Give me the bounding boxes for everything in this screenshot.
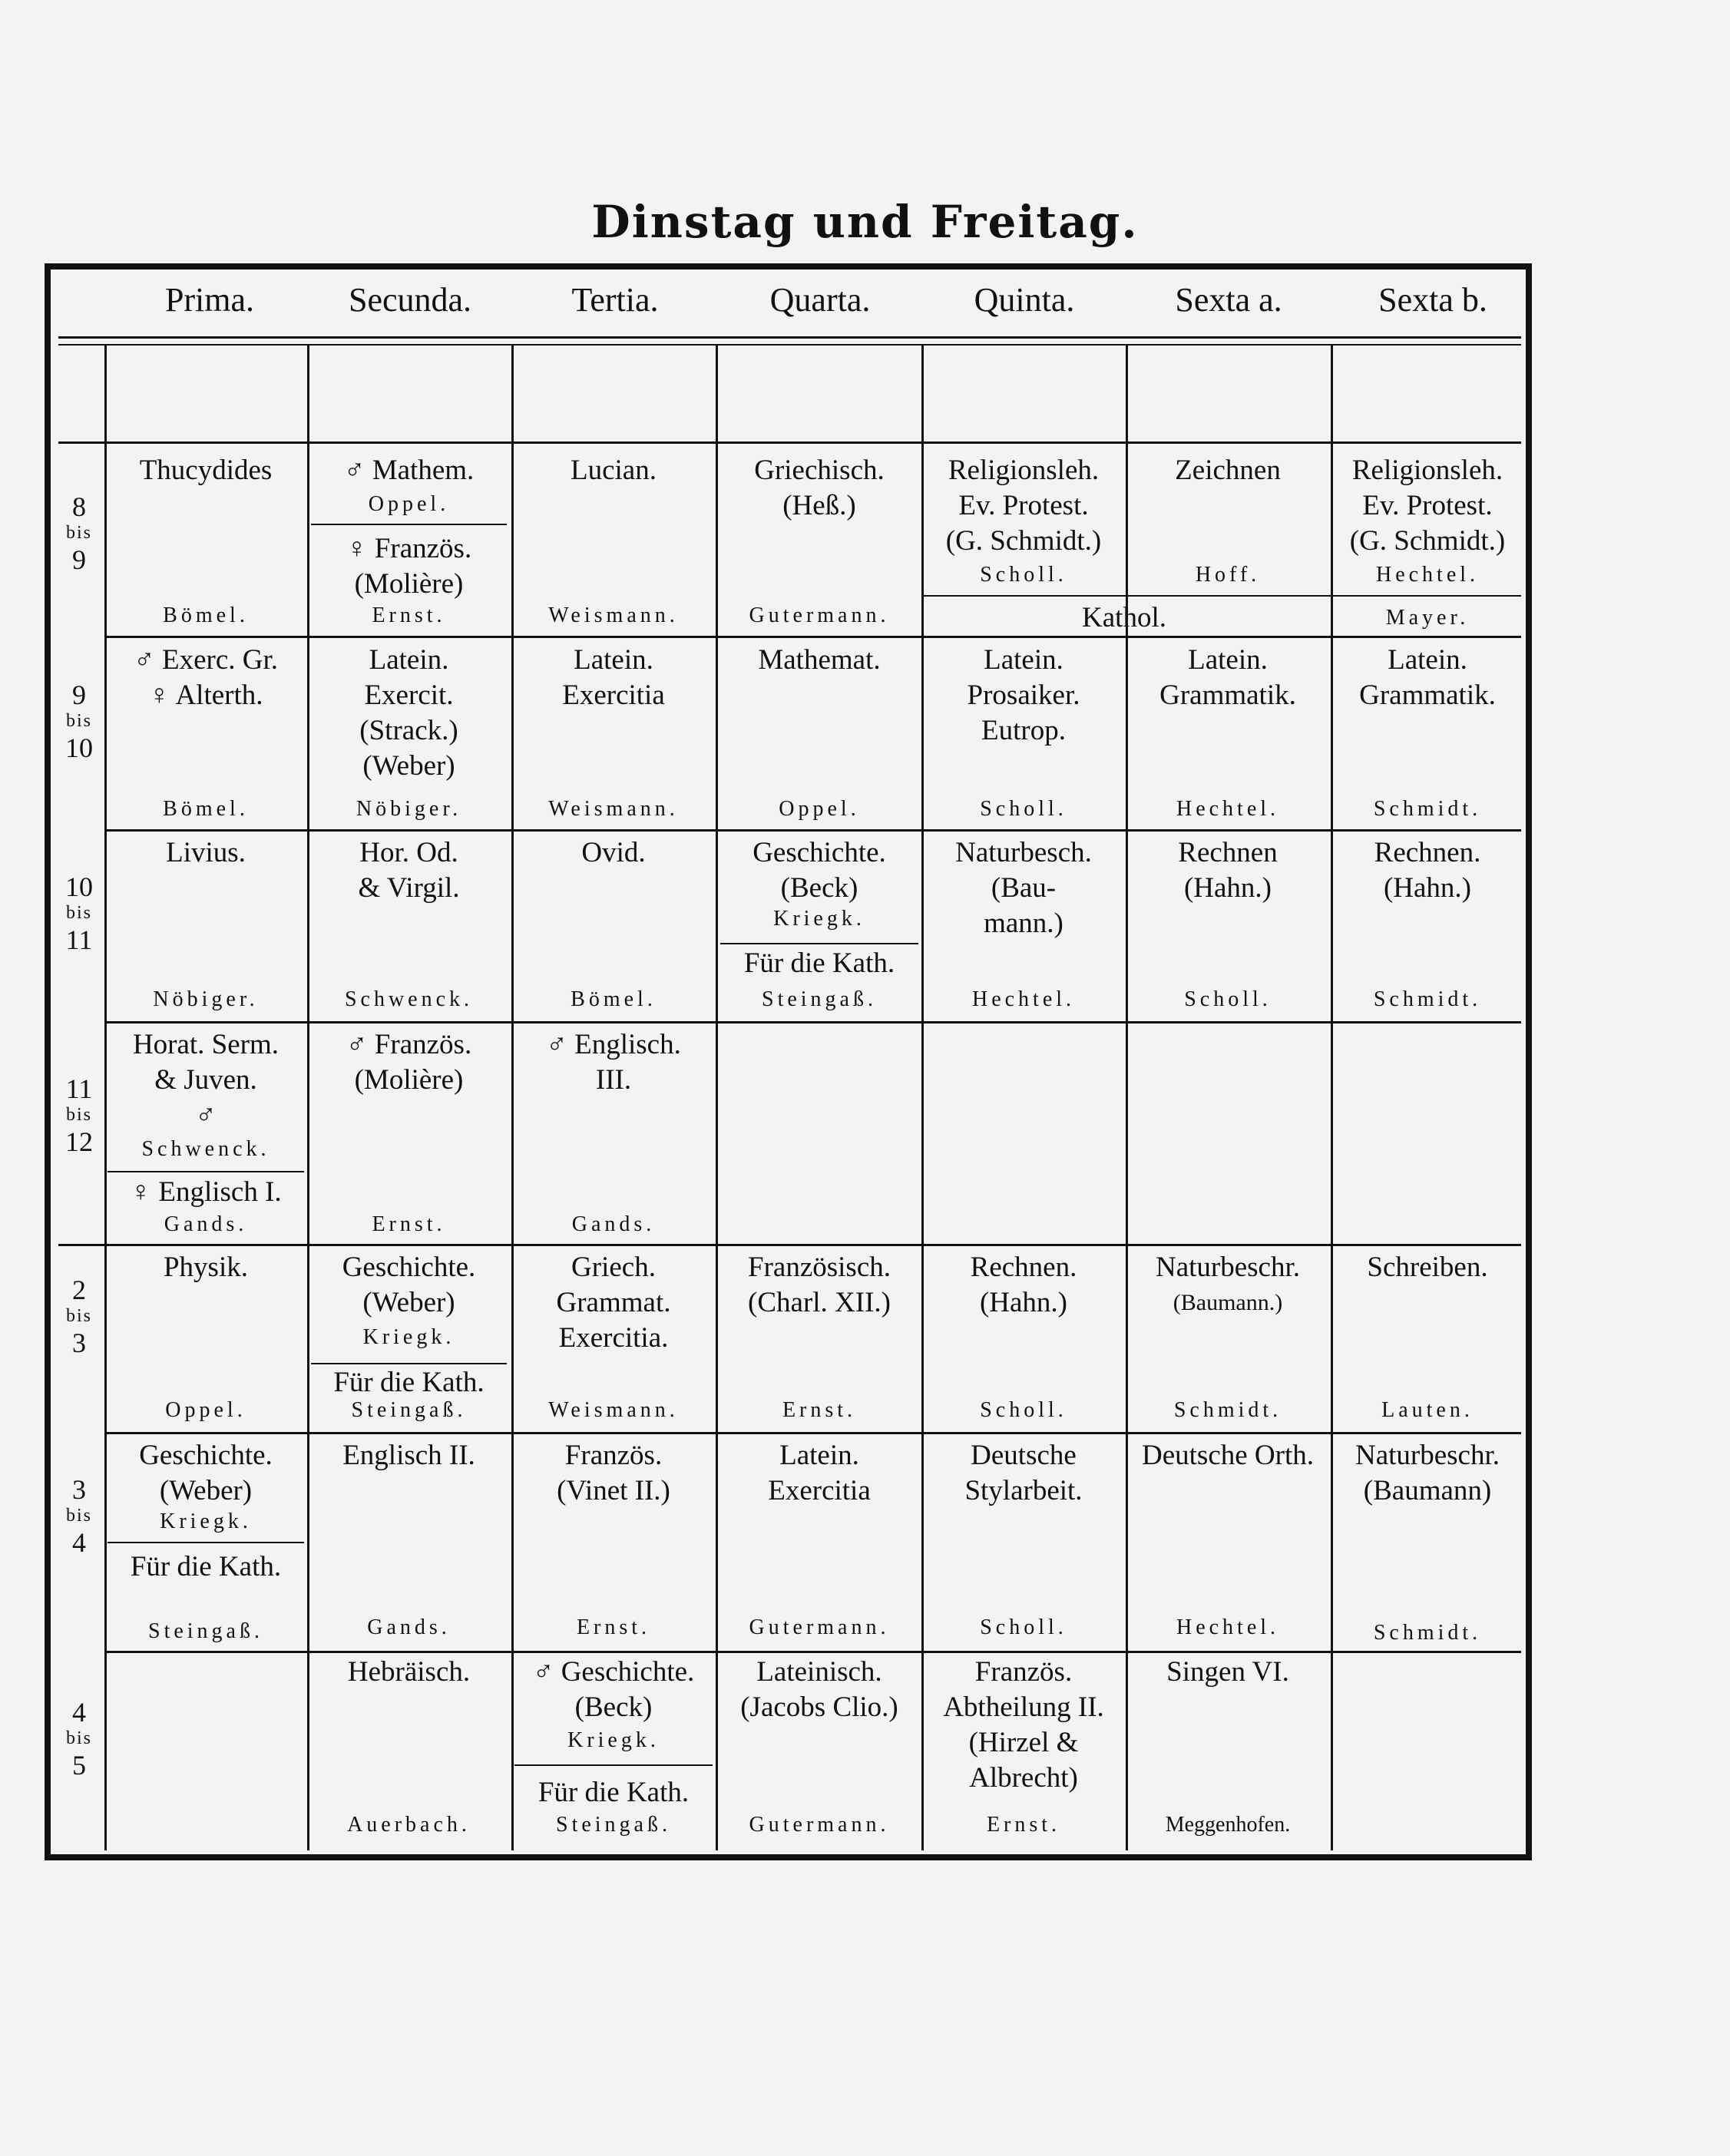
lesson-r7-sexta-a: Singen VI. xyxy=(1166,1656,1289,1688)
teacher-r5-quarta: Ernst. xyxy=(782,1398,857,1422)
teacher-r4-prima-a: Schwenck. xyxy=(141,1137,270,1161)
lesson-r1-kathol: Kathol. xyxy=(1082,602,1166,633)
page-title: Dinstag und Freitag. xyxy=(591,196,1139,248)
teacher-r1-sexta-b: Hechtel. xyxy=(1375,563,1480,587)
lesson-r4-prima-b: ♀ Englisch I. xyxy=(130,1176,282,1208)
lesson-r2-quinta: Latein. Prosaiker. Eutrop. xyxy=(967,644,1080,746)
teacher-r1-prima: Bömel. xyxy=(163,603,249,627)
lesson-r4-tertia: ♂ Englisch. III. xyxy=(546,1029,681,1096)
lesson-r2-prima: ♂ Exerc. Gr. ♀ Alterth. xyxy=(133,644,279,711)
lesson-r2-tertia: Latein. Exercitia xyxy=(562,644,665,711)
lesson-r5-secunda-a: Geschichte. (Weber) xyxy=(342,1252,476,1318)
teacher-r7-tertia-b: Steingaß. xyxy=(556,1813,671,1837)
lesson-r5-prima: Physik. xyxy=(163,1252,248,1283)
lesson-r2-quarta: Mathemat. xyxy=(758,644,881,676)
time-slot-11-12: 11 bis 12 xyxy=(65,1073,93,1157)
teacher-r2-sexta-a: Hechtel. xyxy=(1176,797,1280,821)
teacher-r5-secunda-a: Kriegk. xyxy=(362,1325,455,1349)
lesson-r3-sexta-b: Rechnen. (Hahn.) xyxy=(1374,837,1481,904)
teacher-r6-quarta: Gutermann. xyxy=(749,1615,890,1639)
teacher-r4-prima-b: Gands. xyxy=(164,1212,248,1236)
teacher-r3-prima: Nöbiger. xyxy=(153,987,259,1011)
lesson-r1-secunda-b: ♀ Französ. (Molière) xyxy=(346,533,472,600)
sub-rule xyxy=(720,943,918,944)
header-prima: Prima. xyxy=(164,281,255,319)
time-slot-2-3: 2 bis 3 xyxy=(65,1275,92,1358)
lesson-r1-prima: Thucydides xyxy=(139,455,273,486)
row-rule xyxy=(104,1432,1521,1434)
column-rule xyxy=(921,346,924,1850)
teacher-r2-secunda: Nöbiger. xyxy=(356,797,462,821)
lesson-r2-sexta-a: Latein. Grammatik. xyxy=(1159,644,1296,711)
lesson-r3-prima: Livius. xyxy=(166,837,246,868)
sub-rule xyxy=(311,1363,507,1364)
teacher-r6-sexta-a: Hechtel. xyxy=(1176,1615,1280,1639)
lesson-r7-tertia-a: ♂ Geschichte. (Beck) xyxy=(532,1656,695,1723)
teacher-r2-quinta: Scholl. xyxy=(980,797,1067,821)
header-sexta-a: Sexta a. xyxy=(1175,281,1282,319)
teacher-r5-secunda-b: Steingaß. xyxy=(351,1398,467,1422)
header-tertia: Tertia. xyxy=(571,281,659,319)
teacher-r6-quinta: Scholl. xyxy=(980,1615,1067,1639)
header-quinta: Quinta. xyxy=(974,281,1075,319)
lesson-r5-quinta: Rechnen. (Hahn.) xyxy=(970,1252,1077,1318)
column-rule xyxy=(716,346,718,1850)
row-rule xyxy=(58,1244,1521,1246)
teacher-r1-tertia: Weismann. xyxy=(548,603,679,627)
sub-rule xyxy=(921,595,1521,597)
lesson-r1-quarta: Griechisch. (Heß.) xyxy=(754,455,885,521)
teacher-r5-tertia: Weismann. xyxy=(548,1398,679,1422)
sub-rule xyxy=(108,1171,304,1172)
sub-rule xyxy=(311,524,507,525)
lesson-r1-secunda-a: ♂ Mathem. xyxy=(343,455,475,486)
time-slot-4-5: 4 bis 5 xyxy=(65,1697,92,1781)
teacher-r6-prima-a: Kriegk. xyxy=(160,1510,252,1533)
teacher-r2-tertia: Weismann. xyxy=(548,797,679,821)
lesson-r7-quinta: Französ. Abtheilung II. (Hirzel & Albrecht) xyxy=(943,1656,1104,1794)
teacher-r5-quinta: Scholl. xyxy=(980,1398,1067,1422)
teacher-r6-tertia: Ernst. xyxy=(576,1615,651,1639)
lesson-r1-quinta: Religionsleh. Ev. Protest. (G. Schmidt.) xyxy=(945,455,1102,557)
lesson-r7-secunda: Hebräisch. xyxy=(347,1656,471,1688)
teacher-r2-prima: Bömel. xyxy=(163,797,249,821)
lesson-r6-tertia: Französ. (Vinet II.) xyxy=(557,1440,670,1506)
lesson-r1-sexta-b: Religionsleh. Ev. Protest. (G. Schmidt.) xyxy=(1349,455,1506,557)
header-rule-thin xyxy=(58,344,1521,346)
teacher-r5-sexta-b: Lauten. xyxy=(1381,1398,1474,1422)
lesson-r5-sexta-b: Schreiben. xyxy=(1367,1252,1488,1283)
teacher-r1-quinta: Scholl. xyxy=(980,563,1067,587)
column-rule xyxy=(1126,346,1128,1850)
lesson-r5-sexta-a: Naturbeschr. (Baumann.) xyxy=(1155,1252,1301,1315)
header-rule xyxy=(58,336,1521,339)
lesson-r6-secunda: Englisch II. xyxy=(342,1440,475,1471)
teacher-r7-secunda: Auerbach. xyxy=(347,1813,471,1837)
time-slot-10-11: 10 bis 11 xyxy=(65,871,93,955)
row-rule xyxy=(104,1651,1521,1653)
teacher-r7-quarta: Gutermann. xyxy=(749,1813,890,1837)
lesson-r3-tertia: Ovid. xyxy=(581,837,646,868)
teacher-r2-sexta-b: Schmidt. xyxy=(1373,797,1482,821)
teacher-r7-sexta-a: Meggenhofen. xyxy=(1165,1813,1291,1837)
sub-rule xyxy=(108,1542,304,1543)
teacher-r7-quinta: Ernst. xyxy=(986,1813,1061,1837)
lesson-r3-secunda: Hor. Od. & Virgil. xyxy=(358,837,460,904)
lesson-r1-sexta-a: Zeichnen xyxy=(1175,455,1281,486)
teacher-r7-tertia-a: Kriegk. xyxy=(567,1728,660,1752)
teacher-r1-secunda-a: Oppel. xyxy=(368,492,450,516)
lesson-r1-tertia: Lucian. xyxy=(571,455,657,486)
lesson-r4-secunda: ♂ Französ. (Molière) xyxy=(346,1029,472,1096)
lesson-r3-quarta-b: Für die Kath. xyxy=(743,947,895,979)
lesson-r6-sexta-a: Deutsche Orth. xyxy=(1142,1440,1314,1471)
teacher-r1-kathol: Mayer. xyxy=(1385,606,1470,630)
header-quarta: Quarta. xyxy=(769,281,871,319)
teacher-r3-sexta-a: Scholl. xyxy=(1184,987,1272,1011)
teacher-r3-tertia: Bömel. xyxy=(571,987,657,1011)
lesson-r2-sexta-b: Latein. Grammatik. xyxy=(1359,644,1496,711)
lesson-r7-tertia-b: Für die Kath. xyxy=(538,1777,690,1808)
lesson-r5-quarta: Französisch. (Charl. XII.) xyxy=(748,1252,891,1318)
lesson-r7-quarta: Lateinisch. (Jacobs Clio.) xyxy=(740,1656,898,1723)
column-rule xyxy=(1331,346,1333,1850)
time-slot-9-10: 9 bis 10 xyxy=(65,680,93,763)
lesson-r2-secunda: Latein. Exercit. (Strack.) (Weber) xyxy=(359,644,458,782)
lesson-r4-prima-a: Horat. Serm. & Juven. ♂ xyxy=(132,1029,280,1131)
lesson-r6-prima-b: Für die Kath. xyxy=(130,1551,282,1582)
teacher-r6-secunda: Gands. xyxy=(367,1615,451,1639)
lesson-r5-tertia: Griech. Grammat. Exercitia. xyxy=(556,1252,671,1354)
row-rule xyxy=(104,636,1521,638)
row-rule xyxy=(58,441,1521,444)
teacher-r5-sexta-a: Schmidt. xyxy=(1173,1398,1282,1422)
teacher-r3-quarta-b: Steingaß. xyxy=(762,987,877,1011)
row-rule xyxy=(104,829,1521,832)
teacher-r2-quarta: Oppel. xyxy=(779,797,860,821)
header-secunda: Secunda. xyxy=(348,281,472,319)
lesson-r3-quarta-a: Geschichte. (Beck) xyxy=(753,837,886,904)
lesson-r3-sexta-a: Rechnen (Hahn.) xyxy=(1178,837,1278,904)
time-slot-8-9: 8 bis 9 xyxy=(65,491,92,575)
teacher-r3-quinta: Hechtel. xyxy=(971,987,1076,1011)
column-rule xyxy=(511,346,514,1850)
lesson-r5-secunda-b: Für die Kath. xyxy=(333,1367,485,1398)
teacher-r6-prima-b: Steingaß. xyxy=(148,1619,263,1643)
lesson-r6-prima-a: Geschichte. (Weber) xyxy=(139,1440,273,1506)
lesson-r6-quarta: Latein. Exercitia xyxy=(768,1440,871,1506)
teacher-r1-secunda-b: Ernst. xyxy=(372,603,446,627)
teacher-r3-secunda: Schwenck. xyxy=(344,987,474,1011)
teacher-r1-sexta-a: Hoff. xyxy=(1195,563,1261,587)
lesson-r3-quinta: Naturbesch. (Bau- mann.) xyxy=(955,837,1092,939)
teacher-r1-quarta: Gutermann. xyxy=(749,603,890,627)
lesson-r6-sexta-b: Naturbeschr. (Baumann) xyxy=(1355,1440,1500,1506)
column-rule xyxy=(307,346,309,1850)
teacher-r4-tertia: Gands. xyxy=(571,1212,656,1236)
lesson-r6-quinta: Deutsche Stylarbeit. xyxy=(964,1440,1083,1506)
time-slot-3-4: 3 bis 4 xyxy=(65,1474,92,1558)
teacher-r6-sexta-b: Schmidt. xyxy=(1373,1621,1482,1645)
sub-rule xyxy=(514,1764,713,1766)
teacher-r3-quarta-a: Kriegk. xyxy=(773,907,865,931)
header-sexta-b: Sexta b. xyxy=(1378,281,1487,319)
teacher-r3-sexta-b: Schmidt. xyxy=(1373,987,1482,1011)
teacher-r5-prima: Oppel. xyxy=(165,1398,246,1422)
teacher-r4-secunda: Ernst. xyxy=(372,1212,446,1236)
row-rule xyxy=(104,1021,1521,1023)
